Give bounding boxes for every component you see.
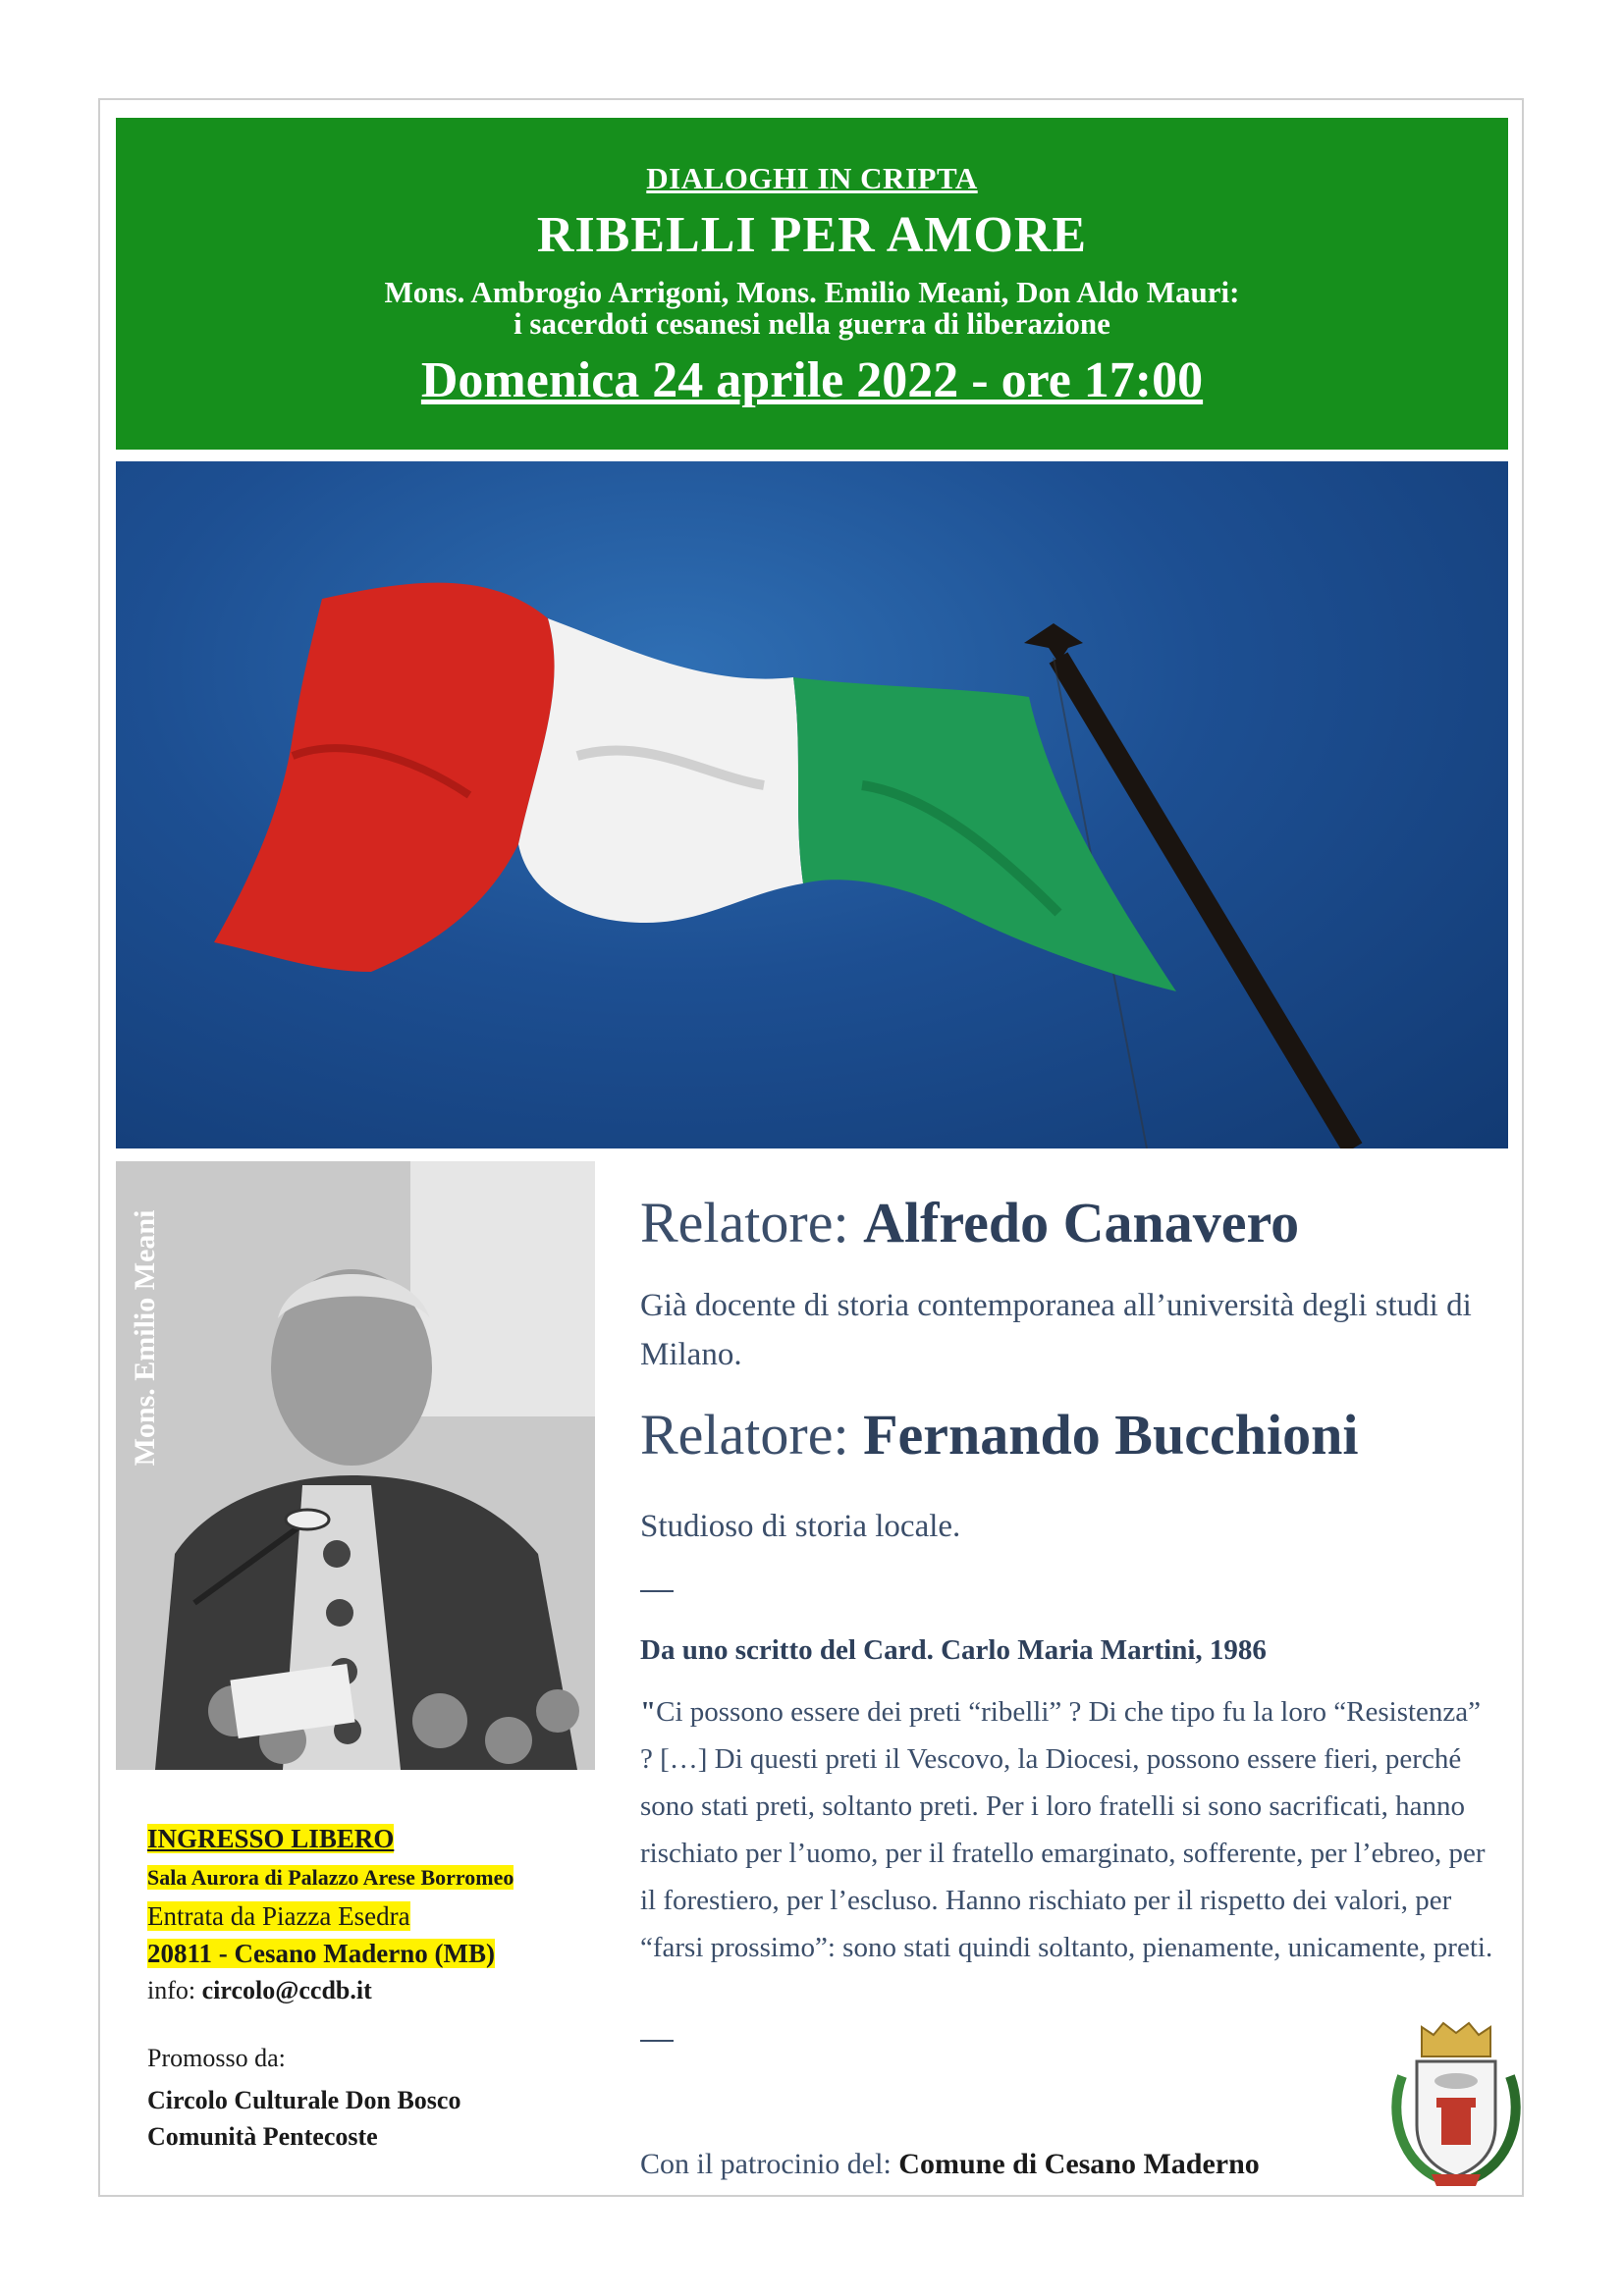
city: [147, 1939, 495, 1969]
municipal-crest-icon: [1382, 2017, 1530, 2194]
portrait-photo: [116, 1161, 595, 1770]
speaker-2-description: Studioso di storia locale.: [640, 1509, 961, 1544]
divider: [640, 2040, 674, 2042]
venue-text: Sala Aurora di Palazzo Arese Borromeo: [147, 1865, 514, 1890]
entry-text: INGRESSO LIBERO: [147, 1824, 395, 1853]
portrait-caption: [116, 1161, 175, 1515]
italian-flag-photo: [116, 461, 1508, 1148]
speaker-1-description: Già docente di storia contemporanea all’università degli studi di Milano.: [640, 1288, 1472, 1372]
contact: [147, 1976, 372, 2005]
quote-open-mark: ": [640, 1696, 657, 1728]
event-subtitle-line2: i sacerdoti cesanesi nella guerra di liberazione: [514, 306, 1110, 341]
event-title: RIBELLI PER AMORE: [536, 207, 1088, 263]
flag-illustration: [116, 461, 1508, 1148]
speaker-1-prefix: Relatore:: [640, 1191, 864, 1255]
event-date: Domenica 24 aprile 2022 - ore 17:00: [420, 352, 1204, 408]
microphone-icon: [286, 1510, 329, 1529]
contact-email: circolo@ccdb.it: [201, 1976, 372, 2004]
promoted-label: Promosso da:: [147, 2044, 286, 2072]
entrance: [147, 1901, 410, 1932]
promoter-2: Comunità Pentecoste: [147, 2122, 378, 2151]
patronage: [640, 2148, 1260, 2181]
flag-green-stripe: [793, 677, 1176, 991]
finial-icon: [1024, 623, 1083, 663]
city-text: 20811 - Cesano Maderno (MB): [147, 1939, 495, 1968]
speaker-1: [640, 1190, 1299, 1255]
quote-heading: Da uno scritto del Card. Carlo Maria Martini, 1986: [640, 1634, 1267, 1666]
quote-text: [640, 1688, 1494, 1971]
promoter-1: Circolo Culturale Don Bosco: [147, 2086, 461, 2114]
entry-label: [147, 1824, 394, 1854]
flag-red-stripe: [214, 583, 555, 972]
speaker-1-name: Alfredo Canavero: [863, 1191, 1300, 1255]
venue: [147, 1865, 514, 1891]
event-subtitle-line1: Mons. Ambrogio Arrigoni, Mons. Emilio Meani, Don Aldo Mauri:: [384, 275, 1240, 309]
speaker-2: [640, 1402, 1358, 1468]
contact-label: info:: [147, 1976, 202, 2004]
entrance-text: Entrata da Piazza Esedra: [147, 1901, 410, 1931]
portrait-illustration: [116, 1161, 595, 1770]
header-banner: [116, 118, 1508, 450]
speaker-2-name: Fernando Bucchioni: [863, 1403, 1359, 1467]
patronage-entity: Comune di Cesano Maderno: [898, 2148, 1260, 2180]
event-series: DIALOGHI IN CRIPTA: [646, 161, 978, 195]
patronage-label: Con il patrocinio del:: [640, 2148, 899, 2180]
speaker-2-prefix: Relatore:: [640, 1403, 864, 1467]
flag-white-stripe: [518, 618, 803, 923]
portrait-caption-text: Mons. Emilio Meani: [129, 1209, 161, 1467]
quote-body: Ci possono essere dei preti “ribelli” ? Di che tipo fu la loro “Resistenza” ? […] Di questi preti il Vescovo, la Diocesi, possono essere fieri, perché sono stati preti, soltanto preti. Per i loro fratelli si sono sacrificati, hanno rischiato per l’uomo, per il fratello emarginato, sofferente, per l’ebreo, per il forestiero, per l’escluso. Hanno rischiato per il rispetto dei valori, per “farsi prossimo”: sono stati quindi soltanto, pienamente, unicamente, preti.: [640, 1696, 1493, 1963]
divider: [640, 1590, 674, 1592]
